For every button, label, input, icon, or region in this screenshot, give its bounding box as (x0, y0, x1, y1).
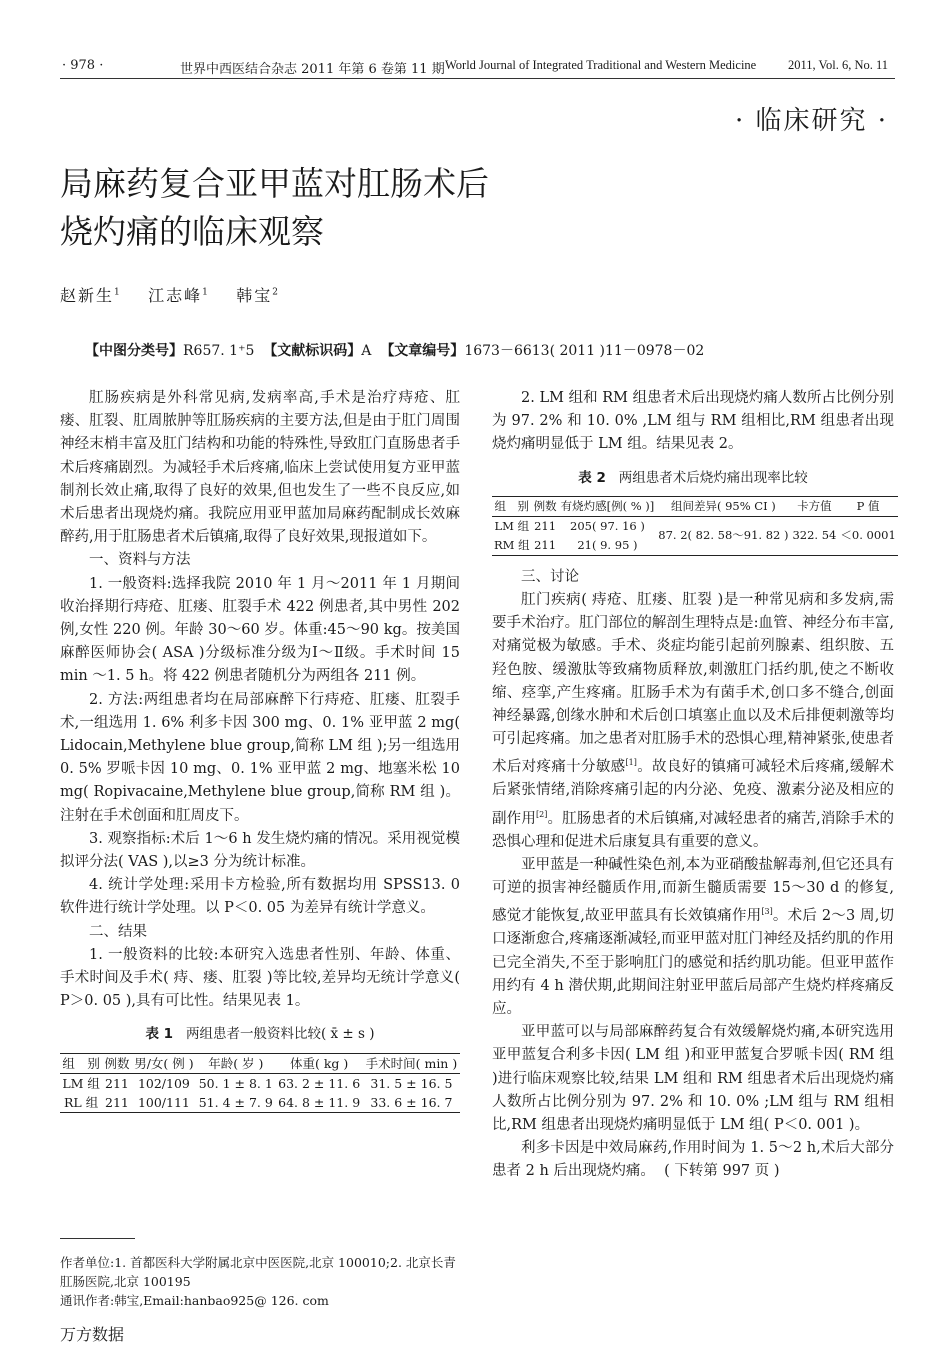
paragraph: 1. 一般资料的比较:本研究入选患者性别、年龄、体重、手术时间及手术( 痔、瘘、肛裂 )等比较,差异均无统计学意义( P＞0. 05 ),具有可比性。结果见表 1。 (60, 946, 460, 1010)
table1-caption (60, 1023, 460, 1046)
table-header-row (492, 496, 898, 516)
table-header-cell: 体重( kg ) (290, 1055, 349, 1071)
table-cell-merged: 87. 2( 82. 58～91. 82 ) (658, 528, 789, 543)
title-line-1: 局麻药复合亚甲蓝对肛肠术后 (60, 164, 489, 203)
author-affiliation: 2 (272, 287, 278, 298)
table-header-cell: 年龄( 岁 ) (208, 1055, 264, 1071)
classification-info (85, 340, 704, 360)
table-cell: RL 组 (64, 1094, 99, 1110)
paragraph: 1. 一般资料:选择我院 2010 年 1 月～2011 年 1 月期间收治择期行痔疮、肛瘘、肛裂手术 422 例患者,其中男性 202 例,女性 220 例。年龄 30～60 岁。体重:45～90 kg。按美国麻醉医师协会( ASA )分级标准分级为Ⅰ～Ⅱ级。手术时间 15 min ～1. 5 h。将 422 例患者随机分为两组各 211 例。 (60, 575, 460, 685)
table2-label: 表 2 (578, 469, 606, 486)
table2-title: 两组患者术后烧灼痛出现率比较 (618, 469, 808, 486)
section-heading: 二、结果 (89, 923, 147, 940)
article-number-label: 【文章编号】 (380, 343, 465, 359)
table1-title: 两组患者一般资料比较( x̄ ± s ) (185, 1026, 375, 1043)
table-cell: 51. 4 ± 7. 9 (198, 1094, 273, 1110)
table-cell: LM 组 (494, 518, 530, 533)
journal-en: World Journal of Integrated Traditional and Western Medicine (445, 58, 757, 72)
table-header-cell: 例数 (104, 1055, 130, 1071)
article-number-value: 1673－6613( 2011 )11－0978－02 (464, 343, 705, 359)
table-header-row (60, 1053, 460, 1073)
doc-code-label: 【文献标识码】 (263, 343, 362, 359)
text-run: 亚甲蓝是一种碱性染色剂,本为亚硝酸盐解毒剂,但它还具有可逆的损害神经髓质作用,而新生髓质需要 15～30 d 的修复,感觉才能恢复,故亚甲蓝具有长效镇痛作用 (492, 856, 894, 925)
section-tag: · 临床研究 · (734, 106, 888, 136)
continued-note: ( 下转第 997 页 ) (664, 1163, 780, 1180)
paragraph: 亚甲蓝可以与局部麻醉药复合有效缓解烧灼痛,本研究选用亚甲蓝复合利多卡因( LM 组 )和亚甲蓝复合罗哌卡因( RM 组 )进行临床观察比较,结果 LM 组和 RM 组患者术后出现烧灼痛人数所占比例分别为 97. 2% 和 10. 0% ;LM 组与 RM 组相比,RM 组患者出现烧灼痛明显低于 LM 组( P＜0. 001 )。 (492, 1024, 894, 1133)
article-title (60, 160, 489, 256)
table-header-cell: 组 别 (494, 498, 530, 513)
footnote (60, 1253, 460, 1310)
table1 (60, 1053, 460, 1113)
text-run: 肛门疾病( 痔疮、肛瘘、肛裂 )是一种常见病和多发病,需要手术治疗。肛门部位的解剖生理特点是:血管、神经分布丰富,对痛觉极为敏感。手术、炎症均能引起前列腺素、组织胺、五羟色胺、缓激肽等致痛物质释放,刺激肛门括约肌,使之不断收缩、痉挛,产生疼痛。肛肠手术为有菌手术,创口多不缝合,创面神经暴露,创缘水肿和术后创口填塞止血以及术后排便刺激等均可引起疼痛。加之患者对肛肠手术的恐惧心理,精神紧张,使患者术后对疼痛十分敏感 (492, 592, 894, 776)
table1-label: 表 1 (145, 1026, 174, 1043)
table-header-cell: P 值 (856, 498, 880, 513)
author-name: 赵新生 (60, 286, 115, 305)
table-cell-merged: ＜0. 0001 (840, 528, 896, 543)
author-name: 江志峰 (148, 286, 203, 305)
paragraph: 2. 方法:两组患者均在局部麻醉下行痔疮、肛瘘、肛裂手术,一组选用 1. 6% 利多卡因 300 mg、0. 1% 亚甲蓝 2 mg( Lidocain,Methylene blue group,简称 LM 组 );另一组选用 0. 5% 罗哌卡因 10 mg、0. 1% 亚甲蓝 2 mg、地塞米松 10 mg( Ropivacaine,Methylene blue group,简称 RM 组 )。注射在手术创面和肛周皮下。 (60, 691, 460, 824)
table-cell: 211 (534, 518, 557, 533)
text-run: 利多卡因是中效局麻药,作用时间为 1. 5～2 h,术后大部分患者 2 h 后出现烧灼痛。 (492, 1140, 894, 1180)
paragraph: 2. LM 组和 RM 组患者术后出现烧灼痛人数所占比例分别为 97. 2% 和 10. 0% ,LM 组与 RM 组相比,RM 组患者出现烧灼痛明显低于 LM 组。结果见表 2。 (492, 390, 894, 453)
title-line-2: 烧灼痛的临床观察 (60, 212, 324, 251)
table-cell: 100/111 (137, 1094, 190, 1110)
table-cell: 102/109 (137, 1075, 190, 1091)
footnote-rule (60, 1238, 135, 1239)
paragraph (492, 854, 894, 1021)
table-row (60, 1073, 460, 1093)
author-units: 作者单位:1. 首都医科大学附属北京中医医院,北京 100010;2. 北京长青肛肠医院,北京 100195 (60, 1255, 456, 1289)
table-cell: 211 (105, 1075, 129, 1091)
author-affiliation: 1 (202, 287, 208, 298)
table-header-cell: 手术时间( min ) (365, 1055, 458, 1071)
paragraph: 4. 统计学处理:采用卡方检验,所有数据均用 SPSS13. 0 软件进行统计学处理。以 P＜0. 05 为差异有统计学意义。 (60, 877, 460, 917)
section-heading: 三、讨论 (521, 568, 579, 585)
page-number: · 978 · (62, 58, 104, 73)
author-list (60, 283, 278, 306)
citation[interactable]: [2] (535, 809, 548, 819)
paragraph (492, 1137, 894, 1183)
table2 (492, 496, 898, 556)
watermark-text: 万方数据 (60, 1325, 125, 1344)
text-run: 。故良好的镇痛可减轻术后疼痛,缓解术后紧张情绪,消除疼痛引起的内分泌、免疫、激素分泌及相应的副作用 (492, 759, 894, 827)
table-cell: 64. 8 ± 11. 9 (278, 1094, 361, 1110)
table-cell: 205( 97. 16 ) (570, 518, 645, 533)
journal-cn: 世界中西医结合杂志 2011 年第 6 卷第 11 期 (180, 62, 445, 77)
journal-issue: 2011, Vol. 6, No. 11 (788, 58, 889, 72)
table-cell: LM 组 (62, 1075, 100, 1091)
table-header-cell: 男/女( 例 ) (134, 1055, 194, 1071)
paragraph: 3. 观察指标:术后 1～6 h 发生烧灼痛的情况。采用视觉模拟评分法( VAS ),以≥3 分为统计标准。 (60, 830, 460, 871)
table-header-cell: 例数 (533, 498, 557, 513)
table-row (492, 516, 898, 536)
table-cell: 211 (534, 537, 557, 552)
table-cell: 50. 1 ± 8. 1 (198, 1075, 273, 1091)
clc-value: R657. 1⁺5 (183, 343, 255, 359)
paragraph (492, 589, 894, 854)
table-header-cell: 卡方值 (797, 498, 832, 513)
table-cell: 211 (105, 1094, 129, 1110)
section-heading: 一、资料与方法 (89, 552, 191, 569)
right-column (492, 387, 894, 1184)
corresponding-author: 通讯作者:韩宝,Email:hanbao925@ 126. com (60, 1293, 329, 1308)
table-cell: 63. 2 ± 11. 6 (278, 1075, 361, 1091)
author-affiliation: 1 (114, 287, 120, 298)
paragraph: 肛肠疾病是外科常见病,发病率高,手术是治疗痔疮、肛瘘、肛裂、肛周脓肿等肛肠疾病的主要方法,但是由于肛门周围神经末梢丰富及肛门结构和功能的特殊性,导致肛门直肠患者手术后疼痛剧烈。为减轻手术后疼痛,临床上尝试使用复方亚甲蓝制剂长效止痛,取得了良好的效果,但也发生了一些不良反应,如术后患者出现烧灼痛。我院应用亚甲蓝加局麻药配制成长效麻醉药,用于肛肠患者术后镇痛,取得了良好效果,现报道如下。 (60, 390, 460, 546)
table-cell: 33. 6 ± 16. 7 (370, 1094, 453, 1110)
citation[interactable]: [3] (761, 907, 773, 917)
text-run: 。术后 2～3 周,切口逐渐愈合,疼痛逐渐减轻,而亚甲蓝对肛门神经及括约肌的作用已完全消失,不至于影响肛门的感觉和括约肌功能。但亚甲蓝作用约有 4 h 潜伏期,此期间注射亚甲蓝后局部产生烧灼样疼痛反应。 (492, 908, 895, 1017)
table-cell: 31. 5 ± 16. 5 (370, 1075, 453, 1091)
table2-caption (492, 467, 894, 490)
header-rule (60, 78, 895, 79)
clc-label: 【中图分类号】 (85, 343, 183, 359)
author-name: 韩宝 (236, 286, 273, 305)
table-cell: RM 组 (494, 537, 530, 552)
text-run: 。肛肠患者的术后镇痛,对减轻患者的痛苦,消除手术的恐惧心理和促进术后康复具有重要的意义。 (492, 810, 895, 850)
table-cell: 21( 9. 95 ) (577, 537, 638, 552)
table-row (60, 1093, 460, 1113)
left-column (60, 387, 460, 1113)
citation[interactable]: [1] (625, 758, 637, 768)
table-header-cell: 组 别 (62, 1055, 100, 1071)
doc-code-value: A (361, 343, 372, 359)
table-cell-merged: 322. 54 (792, 528, 837, 543)
table-header-cell: 有烧灼感[例( % )] (560, 498, 655, 513)
table-header-cell: 组间差异( 95% CI ) (670, 498, 776, 513)
